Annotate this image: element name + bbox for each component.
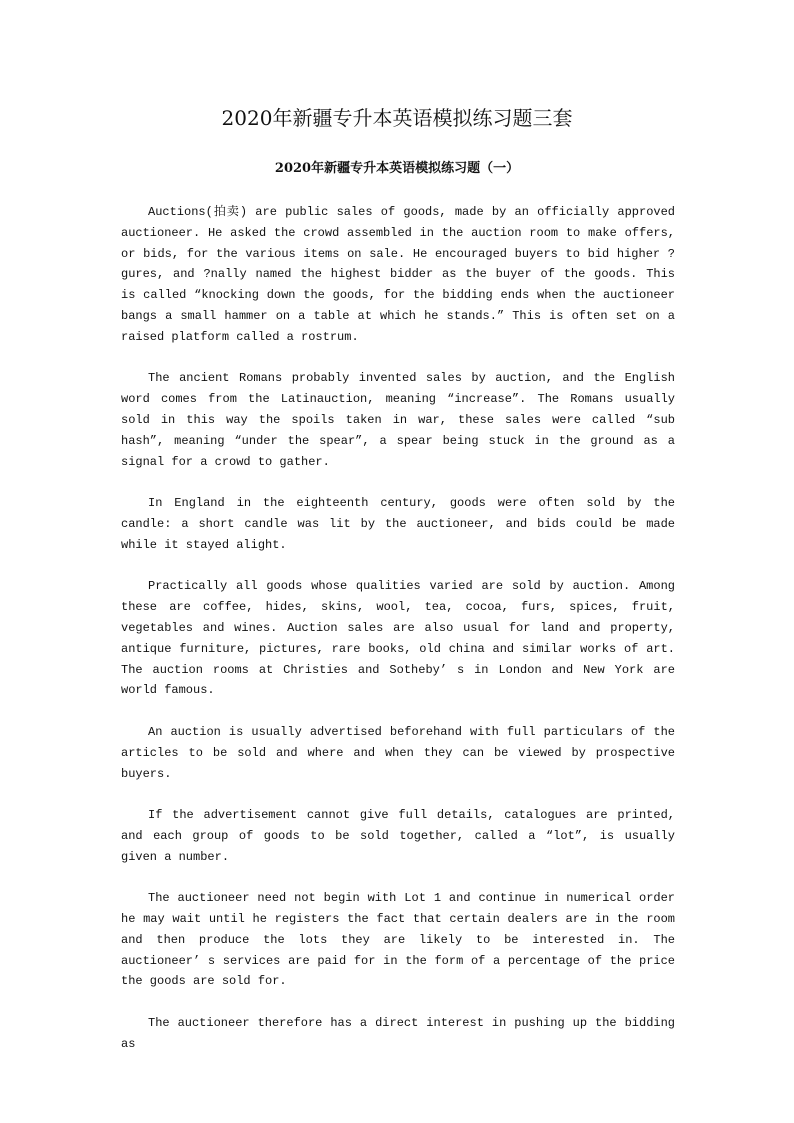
document-body [121,202,675,1075]
paragraph-7: The auctioneer need not begin with Lot 1 and continue in numerical order he may wait until he registers the fact that certain dealers are in the room and then produce the lots they are likely to be interested in. The auctioneer’ s services are paid for in the form of a percentage of the price the goods are sold for. [121,891,675,989]
paragraph-2: The ancient Romans probably invented sales by auction, and the English word comes from the Latinauction, meaning “increase”. The Romans usually sold in this way the spoils taken in war, these sales were called “sub hash”, meaning “under the spear”, a spear being stuck in the ground as a signal for a crowd to gather. [121,371,675,469]
paragraph-1: Auctions(拍卖) are public sales of goods, made by an officially approved auctioneer. He asked the crowd assembled in the auction room to make offers, or bids, for the various items on sale. He encouraged buyers to bid higher ?gures, and ?nally named the highest bidder as the buyer of the goods. This is called “knocking down the goods, for the bidding ends when the auctioneer bangs a small hammer on a table at which he stands.” This is often set on a raised platform called a rostrum. [121,205,675,344]
paragraph-3: In England in the eighteenth century, goods were often sold by the candle: a short candle was lit by the auctioneer, and bids could be made while it stayed alight. [121,496,675,552]
document-title: 2020年新疆专升本英语模拟练习题三套 [221,106,573,130]
paragraph-6: If the advertisement cannot give full details, catalogues are printed, and each group of goods to be sold together, called a “lot”, is usually given a number. [121,808,675,864]
section-subtitle: 2020年新疆专升本英语模拟练习题（一） [274,161,520,176]
paragraph-5: An auction is usually advertised beforehand with full particulars of the articles to be sold and where and when they can be viewed by prospective buyers. [121,724,675,781]
paragraph-8: The auctioneer therefore has a direct interest in pushing up the bidding as [121,1016,675,1051]
paragraph-4: Practically all goods whose qualities varied are sold by auction. Among these are coffee, hides, skins, wool, tea, cocoa, furs, spices, fruit, vegetables and wines. Auction sales are also usual for land and property, antique furniture, pictures, rare books, old china and similar works of art. The auction rooms at Christies and Sotheby’ s in London and New York are world famous. [121,579,675,698]
